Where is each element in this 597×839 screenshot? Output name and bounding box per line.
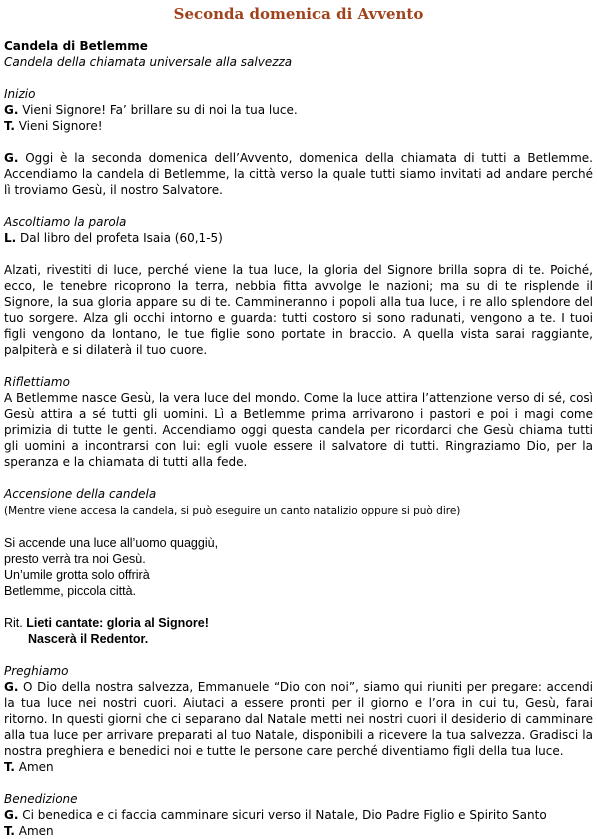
preghiamo-label: Preghiamo <box>4 664 69 678</box>
candle-subtitle: Candela della chiamata universale alla salvezza <box>4 55 293 69</box>
candle-name: Candela di Betlemme <box>4 39 148 53</box>
song-line: Un’umile grotta solo offrirà <box>4 568 150 582</box>
section-inizio <box>4 86 593 134</box>
reading-text: Alzati, rivestiti di luce, perché viene la tua luce, la gloria del Signore brilla sopra di te. Poiché, ecco, le tenebre ricoprono la terra, nebbia fitta avvolge le nazioni; ma su di te risplende il Signore, la sua gloria appare su di te. Cammineranno i popoli alla tua luce, i re allo splendore del tuo sorgere. Alza gli occhi intorno e guarda: tutti costoro si sono radunati, vengono a te. I tuoi figli vengono da lontano, le tue figlie sono portate in braccio. A quella vista sarai raggiante, palpiterà e si dilaterà il tuo cuore. <box>4 263 593 357</box>
speaker-g: G. <box>4 680 19 694</box>
section-preghiamo <box>4 663 593 775</box>
page-title: Seconda domenica di Avvento <box>173 5 424 23</box>
intro-text: Oggi è la seconda domenica dell’Avvento, domenica della chiamata di tutti a Betlemme. Accendiamo la candela di Betlemme, la città verso la quale tutti siamo invitati ad andare perché lì troviamo Gesù, il nostro Salvatore. <box>4 151 593 197</box>
speaker-t: T. <box>4 119 15 133</box>
ritornello <box>4 615 593 647</box>
speaker-g: G. <box>4 103 19 117</box>
ritornello-prefix: Rit. <box>4 616 27 630</box>
section-accensione <box>4 486 593 519</box>
reading-reference: Dal libro del profeta Isaia (60,1-5) <box>16 231 223 245</box>
ritornello-line: Nascerà il Redentor. <box>28 632 149 646</box>
inizio-g-text: Vieni Signore! Fa’ brillare su di noi la tua luce. <box>18 103 298 117</box>
benedizione-text: Ci benedica e ci faccia camminare sicuri verso il Natale, Dio Padre Figlio e Spirito Santo <box>18 808 547 822</box>
accensione-note: (Mentre viene accesa la candela, si può eseguire un canto natalizio oppure si può dire) <box>4 505 461 517</box>
benedizione-label: Benedizione <box>4 792 78 806</box>
ascoltiamo-label: Ascoltiamo la parola <box>4 215 127 229</box>
song-line: Si accende una luce all’uomo quaggiù, <box>4 536 219 550</box>
speaker-l: L. <box>4 231 17 245</box>
song-line: presto verrà tra noi Gesù. <box>4 552 146 566</box>
song-line: Betlemme, piccola città. <box>4 584 136 598</box>
candle-header <box>4 38 593 70</box>
speaker-g: G. <box>4 151 19 165</box>
section-riflettiamo <box>4 374 593 470</box>
speaker-g: G. <box>4 808 19 822</box>
inizio-label: Inizio <box>4 87 36 101</box>
section-benedizione <box>4 791 593 839</box>
preghiamo-text: O Dio della nostra salvezza, Emmanuele “Dio con noi”, siamo qui riuniti per pregare: accendi la tua luce nei nostri cuori. Aiutaci a essere pronti per il giorno e l’ora in cui tu, Gesù, farai ritorno. In questi giorni che ci separano dal Natale metti nei nostri cuori il desiderio di camminare alla tua luce per arrivare preparati al tuo Natale, disponibili a ricevere la tua salvezza. Gradisci la nostra preghiera e benedici noi e tutte le persone care perché diventiamo figli della tua luce. <box>4 680 593 758</box>
ritornello-line: Lieti cantate: gloria al Signore! <box>26 616 209 630</box>
benedizione-amen: Amen <box>14 824 54 838</box>
speaker-t: T. <box>4 760 15 774</box>
section-intro <box>4 150 593 198</box>
riflettiamo-label: Riflettiamo <box>4 375 70 389</box>
preghiamo-amen: Amen <box>14 760 54 774</box>
section-ascoltiamo <box>4 214 593 246</box>
speaker-t: T. <box>4 824 15 838</box>
riflettiamo-text: A Betlemme nasce Gesù, la vera luce del mondo. Come la luce attira l’attenzione verso di sé, così Gesù attira a sé tutti gli uomini. Lì a Betlemme prima arrivarono i pastori e poi i magi come primizia di tutte le genti. Accendiamo oggi questa candela per ricordarci che Gesù chiama tutti gli uomini a incontrarsi con lui: egli vuole essere il salvatore di tutti. Ringraziamo Dio, per la speranza e la chiamata di tutti alla fede. <box>4 391 593 469</box>
song-verse <box>4 535 593 599</box>
accensione-label: Accensione della candela <box>4 487 157 501</box>
inizio-t-text: Vieni Signore! <box>14 119 103 133</box>
